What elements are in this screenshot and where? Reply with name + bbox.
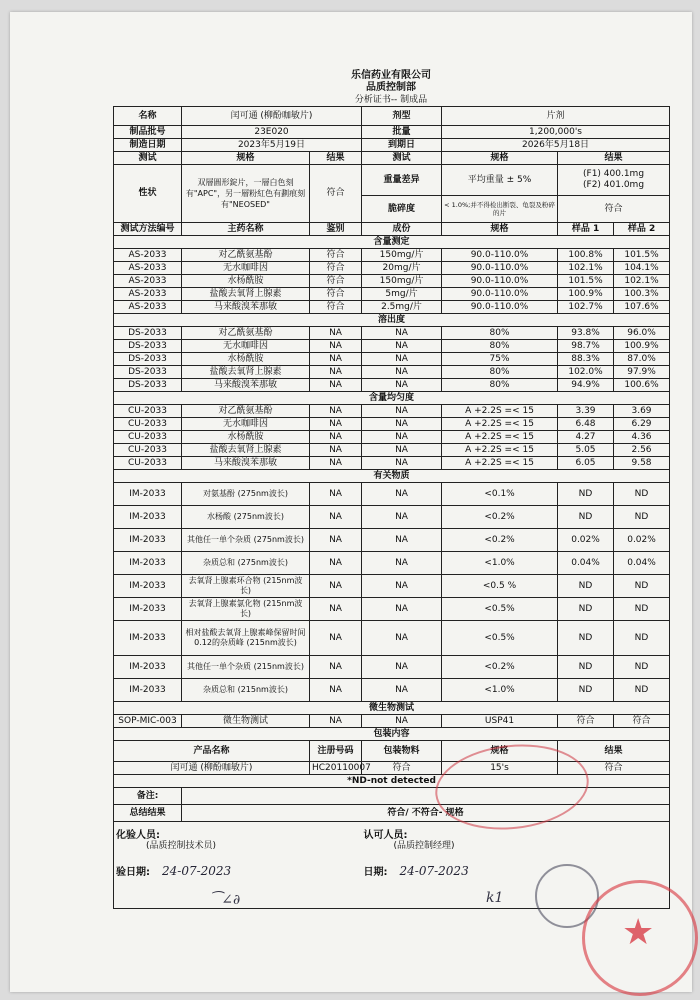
cell-3: NA xyxy=(362,340,442,353)
cell-5: 5.05 xyxy=(558,444,614,457)
cell-2: NA xyxy=(310,483,362,506)
cell-4: <0.2% xyxy=(442,506,558,529)
column-header-6: 样品 2 xyxy=(614,223,670,236)
cell-0: IM-2033 xyxy=(114,679,182,702)
spec-head-result: 结果 xyxy=(310,152,362,165)
cell-5: 3.39 xyxy=(558,405,614,418)
cell-1: 去氧肾上腺素氯化物 (215nm波长) xyxy=(182,598,310,621)
cell-1: 水杨酰胺 xyxy=(182,353,310,366)
cell-2: 符合 xyxy=(310,249,362,262)
remark-value xyxy=(182,788,670,805)
table-row xyxy=(114,262,670,275)
document-page xyxy=(10,12,692,992)
cell-1: 对氨基酚 (275nm波长) xyxy=(182,483,310,506)
cell-0: CU-2033 xyxy=(114,418,182,431)
packaging-cell-0: 闰可通 (柳酚咖敏片) xyxy=(114,762,310,775)
cell-4: 90.0-110.0% xyxy=(442,262,558,275)
cell-5: ND xyxy=(558,621,614,656)
column-header-2: 鉴别 xyxy=(310,223,362,236)
packaging-head-4: 结果 xyxy=(558,741,670,762)
cell-2: NA xyxy=(310,575,362,598)
cell-4: 80% xyxy=(442,327,558,340)
cell-4: 90.0-110.0% xyxy=(442,275,558,288)
cell-0: IM-2033 xyxy=(114,598,182,621)
cell-6: ND xyxy=(614,598,670,621)
cell-6: 107.6% xyxy=(614,301,670,314)
cell-0: IM-2033 xyxy=(114,575,182,598)
cell-1: 盐酸去氧肾上腺素 xyxy=(182,288,310,301)
cell-4: 75% xyxy=(442,353,558,366)
chemist-role: (品质控制技术员) xyxy=(146,841,217,851)
cell-2: NA xyxy=(310,366,362,379)
cell-0: IM-2033 xyxy=(114,483,182,506)
cell-2: NA xyxy=(310,506,362,529)
approver-role: (品质控制经理) xyxy=(393,841,455,851)
nd-note: *ND-not detected xyxy=(114,775,670,788)
approver-signature: k1 xyxy=(486,890,504,906)
table-row xyxy=(114,379,670,392)
cell-0: DS-2033 xyxy=(114,327,182,340)
section-row xyxy=(114,314,670,327)
cell-1: 水杨酰胺 xyxy=(182,431,310,444)
cell-2: 符合 xyxy=(310,275,362,288)
cell-5: 6.48 xyxy=(558,418,614,431)
table-row xyxy=(114,418,670,431)
cell-6: ND xyxy=(614,575,670,598)
approve-date-label: 日期: xyxy=(363,867,388,878)
cell-1: 对乙酰氨基酚 xyxy=(182,249,310,262)
cell-1: 无水咖啡因 xyxy=(182,418,310,431)
cell-3: NA xyxy=(362,656,442,679)
section-title: 微生物测试 xyxy=(114,702,670,715)
cell-3: 2.5mg/片 xyxy=(362,301,442,314)
cell-1: 相对盐酸去氧肾上腺素峰保留时间0.12的杂质峰 (215nm波长) xyxy=(182,621,310,656)
packaging-row xyxy=(114,762,670,775)
cell-6: 0.02% xyxy=(614,529,670,552)
packaging-cell-1: HC20110007 xyxy=(310,762,362,775)
cell-1: 马来酸溴苯那敏 xyxy=(182,379,310,392)
cell-1: 微生物测试 xyxy=(182,715,310,728)
cell-3: NA xyxy=(362,431,442,444)
section-title: 有关物质 xyxy=(114,470,670,483)
cell-4: <0.2% xyxy=(442,529,558,552)
section-row xyxy=(114,702,670,715)
cell-5: 102.0% xyxy=(558,366,614,379)
cell-3: 150mg/片 xyxy=(362,275,442,288)
table-row xyxy=(114,353,670,366)
packaging-header-row xyxy=(114,741,670,762)
spec-head-test: 测试 xyxy=(114,152,182,165)
table-row xyxy=(114,457,670,470)
cell-1: 其他任一单个杂质 (275nm波长) xyxy=(182,529,310,552)
cell-6: 96.0% xyxy=(614,327,670,340)
cell-5: 100.8% xyxy=(558,249,614,262)
cell-0: IM-2033 xyxy=(114,552,182,575)
cell-0: SOP-MIC-003 xyxy=(114,715,182,728)
cell-3: NA xyxy=(362,715,442,728)
cell-6: 100.9% xyxy=(614,340,670,353)
certificate xyxy=(113,70,669,970)
weight-variation-result xyxy=(558,165,670,196)
name-label: 名称 xyxy=(114,107,182,126)
cell-4: A +2.2S =< 15 xyxy=(442,444,558,457)
cell-2: NA xyxy=(310,656,362,679)
cell-1: 对乙酰氨基酚 xyxy=(182,405,310,418)
cell-1: 马来酸溴苯那敏 xyxy=(182,457,310,470)
test-column-header xyxy=(114,223,670,236)
cell-3: 20mg/片 xyxy=(362,262,442,275)
table-row xyxy=(114,715,670,728)
cell-4: 80% xyxy=(442,340,558,353)
cell-2: NA xyxy=(310,405,362,418)
cell-1: 无水咖啡因 xyxy=(182,340,310,353)
table-row xyxy=(114,679,670,702)
cell-6: 2.56 xyxy=(614,444,670,457)
cell-0: DS-2033 xyxy=(114,366,182,379)
cell-6: 104.1% xyxy=(614,262,670,275)
cell-6: 102.1% xyxy=(614,275,670,288)
batch-quantity: 1,200,000's xyxy=(442,126,670,139)
cell-6: 6.29 xyxy=(614,418,670,431)
column-header-5: 样品 1 xyxy=(558,223,614,236)
table-row xyxy=(114,552,670,575)
cell-0: IM-2033 xyxy=(114,529,182,552)
cell-0: IM-2033 xyxy=(114,656,182,679)
cell-4: <0.5 % xyxy=(442,575,558,598)
cell-6: 9.58 xyxy=(614,457,670,470)
approver-label: 认可人员: xyxy=(363,830,408,841)
cell-4: 90.0-110.0% xyxy=(442,249,558,262)
spec-head-test-2: 测试 xyxy=(362,152,442,165)
cell-2: 符合 xyxy=(310,288,362,301)
packaging-head-1: 注册号码 xyxy=(310,741,362,762)
cell-6: ND xyxy=(614,656,670,679)
cell-0: CU-2033 xyxy=(114,405,182,418)
cell-1: 对乙酰氨基酚 xyxy=(182,327,310,340)
cell-2: NA xyxy=(310,715,362,728)
cell-3: NA xyxy=(362,327,442,340)
cell-5: 88.3% xyxy=(558,353,614,366)
document-header xyxy=(113,70,669,106)
cell-5: ND xyxy=(558,483,614,506)
cell-6: 4.36 xyxy=(614,431,670,444)
cell-0: AS-2033 xyxy=(114,288,182,301)
approve-date: 24-07-2023 xyxy=(399,864,469,878)
cell-1: 盐酸去氧肾上腺素 xyxy=(182,366,310,379)
table-row xyxy=(114,621,670,656)
cell-5: ND xyxy=(558,575,614,598)
cell-3: NA xyxy=(362,457,442,470)
cell-5: 93.8% xyxy=(558,327,614,340)
company-name: 乐信药业有限公司 xyxy=(351,70,431,81)
cell-2: NA xyxy=(310,457,362,470)
cell-4: A +2.2S =< 15 xyxy=(442,431,558,444)
cell-0: AS-2033 xyxy=(114,275,182,288)
cell-4: <0.2% xyxy=(442,656,558,679)
weight-variation-spec: 平均重量 ± 5% xyxy=(442,165,558,196)
conclusion-value: 符合/ 不符合- 规格 xyxy=(182,805,670,822)
document-title: 分析证书-- 制成品 xyxy=(354,95,428,105)
conclusion-label: 总结结果 xyxy=(114,805,182,822)
cell-3: NA xyxy=(362,529,442,552)
cell-1: 水杨酰胺 xyxy=(182,275,310,288)
packaging-cell-2: 符合 xyxy=(362,762,442,775)
cell-5: 6.05 xyxy=(558,457,614,470)
test-date: 24-07-2023 xyxy=(162,864,232,878)
table-row xyxy=(114,275,670,288)
section-row xyxy=(114,236,670,249)
weight-result-f2: (F2) 401.0mg xyxy=(583,180,645,190)
cell-2: NA xyxy=(310,327,362,340)
cell-3: NA xyxy=(362,679,442,702)
expiry-date: 2026年5月18日 xyxy=(442,139,670,152)
friability-label: 脆碎度 xyxy=(362,196,442,223)
batch-number: 23E020 xyxy=(182,126,362,139)
cell-3: NA xyxy=(362,598,442,621)
packaging-title: 包装内容 xyxy=(114,728,670,741)
table-row xyxy=(114,656,670,679)
cell-6: 87.0% xyxy=(614,353,670,366)
approver-block xyxy=(362,822,670,909)
table-row xyxy=(114,431,670,444)
table-row xyxy=(114,506,670,529)
mfg-date: 2023年5月19日 xyxy=(182,139,362,152)
table-row xyxy=(114,483,670,506)
cell-4: 90.0-110.0% xyxy=(442,288,558,301)
product-name: 闰可通 (柳酚咖敏片) xyxy=(182,107,362,126)
cell-4: 80% xyxy=(442,366,558,379)
mfg-date-label: 制造日期 xyxy=(114,139,182,152)
cell-5: ND xyxy=(558,598,614,621)
cell-5: 0.04% xyxy=(558,552,614,575)
cell-4: A +2.2S =< 15 xyxy=(442,405,558,418)
cell-6: ND xyxy=(614,483,670,506)
cell-3: 150mg/片 xyxy=(362,249,442,262)
cell-2: NA xyxy=(310,621,362,656)
section-row xyxy=(114,470,670,483)
cell-0: CU-2033 xyxy=(114,431,182,444)
cell-2: NA xyxy=(310,529,362,552)
cell-4: <0.5% xyxy=(442,621,558,656)
cell-1: 盐酸去氧肾上腺素 xyxy=(182,444,310,457)
certificate-table xyxy=(113,106,670,909)
friability-spec: < 1.0%;并不得检出断裂、龟裂及粉碎的片 xyxy=(442,196,558,223)
spec-head-result-2: 结果 xyxy=(558,152,670,165)
spec-head-spec: 规格 xyxy=(182,152,310,165)
cell-0: DS-2033 xyxy=(114,379,182,392)
cell-4: USP41 xyxy=(442,715,558,728)
cell-4: <1.0% xyxy=(442,679,558,702)
table-row xyxy=(114,575,670,598)
test-date-label: 验日期: xyxy=(116,867,150,878)
cell-2: NA xyxy=(310,679,362,702)
cell-2: 符合 xyxy=(310,262,362,275)
column-header-3: 成份 xyxy=(362,223,442,236)
signature-row xyxy=(114,822,670,909)
cell-1: 杂质总和 (275nm波长) xyxy=(182,552,310,575)
cell-5: ND xyxy=(558,506,614,529)
weight-variation-label: 重量差异 xyxy=(362,165,442,196)
seal-star-icon: ★ xyxy=(622,912,655,953)
table-row xyxy=(114,529,670,552)
quantity-label: 批量 xyxy=(362,126,442,139)
remark-row xyxy=(114,788,670,805)
cell-3: NA xyxy=(362,575,442,598)
cell-0: AS-2033 xyxy=(114,301,182,314)
table-row xyxy=(114,340,670,353)
dosage-form: 片剂 xyxy=(442,107,670,126)
cell-0: CU-2033 xyxy=(114,457,182,470)
cell-6: 100.6% xyxy=(614,379,670,392)
section-row xyxy=(114,392,670,405)
batch-label: 制品批号 xyxy=(114,126,182,139)
cell-6: 100.3% xyxy=(614,288,670,301)
cell-2: NA xyxy=(310,418,362,431)
cell-2: NA xyxy=(310,444,362,457)
cell-5: 4.27 xyxy=(558,431,614,444)
cell-3: NA xyxy=(362,483,442,506)
section-title: 溶出度 xyxy=(114,314,670,327)
cell-6: 0.04% xyxy=(614,552,670,575)
chemist-signature: ⁀∠∂ xyxy=(210,892,241,908)
cell-6: 符合 xyxy=(614,715,670,728)
cell-1: 去氧肾上腺素环合物 (215nm波长) xyxy=(182,575,310,598)
cell-3: NA xyxy=(362,621,442,656)
packaging-cell-3: 15's xyxy=(442,762,558,775)
friability-result: 符合 xyxy=(558,196,670,223)
cell-1: 马来酸溴苯那敏 xyxy=(182,301,310,314)
cell-3: NA xyxy=(362,405,442,418)
packaging-head-0: 产品名称 xyxy=(114,741,310,762)
cell-2: NA xyxy=(310,340,362,353)
cell-5: 0.02% xyxy=(558,529,614,552)
cell-4: <0.1% xyxy=(442,483,558,506)
cell-5: 符合 xyxy=(558,715,614,728)
appearance-result: 符合 xyxy=(310,165,362,223)
table-row xyxy=(114,288,670,301)
chemist-label: 化验人员: xyxy=(116,830,160,841)
conclusion-row xyxy=(114,805,670,822)
nd-note-row xyxy=(114,775,670,788)
cell-3: NA xyxy=(362,444,442,457)
cell-5: 101.5% xyxy=(558,275,614,288)
cell-3: 5mg/片 xyxy=(362,288,442,301)
column-header-0: 测试方法编号 xyxy=(114,223,182,236)
spec-head-spec-2: 规格 xyxy=(442,152,558,165)
appearance-label: 性状 xyxy=(114,165,182,223)
cell-2: NA xyxy=(310,431,362,444)
table-row xyxy=(114,444,670,457)
cell-5: 94.9% xyxy=(558,379,614,392)
cell-5: ND xyxy=(558,656,614,679)
table-row xyxy=(114,327,670,340)
cell-2: NA xyxy=(310,598,362,621)
cell-1: 其他任一单个杂质 (215nm波长) xyxy=(182,656,310,679)
column-header-4: 规格 xyxy=(442,223,558,236)
packaging-cell-4: 符合 xyxy=(558,762,670,775)
cell-4: <0.5% xyxy=(442,598,558,621)
table-row xyxy=(114,301,670,314)
cell-0: AS-2033 xyxy=(114,262,182,275)
cell-3: NA xyxy=(362,418,442,431)
cell-5: 98.7% xyxy=(558,340,614,353)
cell-4: A +2.2S =< 15 xyxy=(442,418,558,431)
table-row xyxy=(114,598,670,621)
remark-label: 备注: xyxy=(114,788,182,805)
packaging-head-3: 规格 xyxy=(442,741,558,762)
cell-6: 101.5% xyxy=(614,249,670,262)
cell-5: ND xyxy=(558,679,614,702)
cell-0: CU-2033 xyxy=(114,444,182,457)
cell-3: NA xyxy=(362,506,442,529)
section-title: 含量均匀度 xyxy=(114,392,670,405)
cell-6: 97.9% xyxy=(614,366,670,379)
cell-6: 3.69 xyxy=(614,405,670,418)
table-row xyxy=(114,405,670,418)
section-title: 含量测定 xyxy=(114,236,670,249)
cell-2: NA xyxy=(310,379,362,392)
cell-1: 杂质总和 (215nm波长) xyxy=(182,679,310,702)
cell-5: 100.9% xyxy=(558,288,614,301)
packaging-title-row xyxy=(114,728,670,741)
cell-2: 符合 xyxy=(310,301,362,314)
cell-0: DS-2033 xyxy=(114,353,182,366)
cell-6: ND xyxy=(614,506,670,529)
cell-5: 102.7% xyxy=(558,301,614,314)
cell-1: 水杨酸 (275nm波长) xyxy=(182,506,310,529)
cell-4: 90.0-110.0% xyxy=(442,301,558,314)
expiry-label: 到期日 xyxy=(362,139,442,152)
cell-2: NA xyxy=(310,552,362,575)
weight-result-f1: (F1) 400.1mg xyxy=(583,169,645,179)
appearance-spec: 双層圓形錠片，一層白色刻有"APC"，另一層粉紅色有劃痕刻有"NEOSED" xyxy=(182,165,310,223)
cell-2: NA xyxy=(310,353,362,366)
cell-5: 102.1% xyxy=(558,262,614,275)
cell-4: A +2.2S =< 15 xyxy=(442,457,558,470)
cell-4: <1.0% xyxy=(442,552,558,575)
cell-0: DS-2033 xyxy=(114,340,182,353)
cell-6: ND xyxy=(614,621,670,656)
cell-4: 80% xyxy=(442,379,558,392)
cell-0: AS-2033 xyxy=(114,249,182,262)
cell-3: NA xyxy=(362,379,442,392)
cell-6: ND xyxy=(614,679,670,702)
table-row xyxy=(114,366,670,379)
form-label: 剂型 xyxy=(362,107,442,126)
packaging-head-2: 包装物料 xyxy=(362,741,442,762)
cell-3: NA xyxy=(362,552,442,575)
cell-3: NA xyxy=(362,366,442,379)
department-name: 品质控制部 xyxy=(366,82,416,93)
cell-3: NA xyxy=(362,353,442,366)
cell-1: 无水咖啡因 xyxy=(182,262,310,275)
column-header-1: 主药名称 xyxy=(182,223,310,236)
table-row xyxy=(114,249,670,262)
cell-0: IM-2033 xyxy=(114,621,182,656)
cell-0: IM-2033 xyxy=(114,506,182,529)
